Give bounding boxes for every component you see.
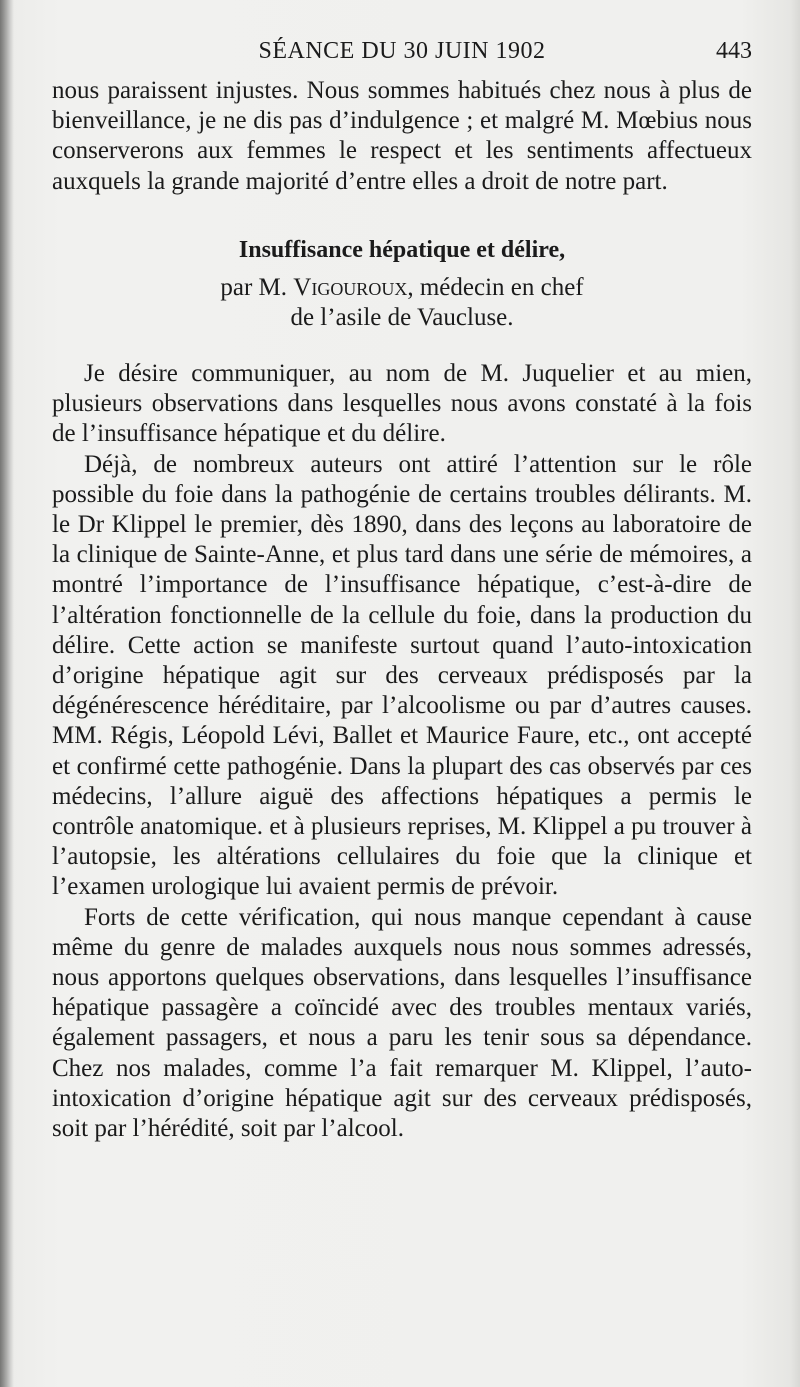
byline-suffix: , médecin en chef (407, 274, 584, 302)
article-byline (52, 273, 752, 333)
page-header (52, 38, 752, 72)
paragraph-continuation: nous paraissent injustes. Nous sommes habitués chez nous à plus de bienveillance, je ne dis pas d’indulgence ; et malgré M. Mœbius nous conserverons aux femmes le respect et les sentiments affectueux auxquels la grande majorité d’entre elles a droit de notre part. (52, 77, 752, 195)
byline-line-1 (52, 273, 752, 303)
page-number: 443 (716, 38, 752, 64)
article-title: Insuffisance hépatique et délire, (238, 236, 566, 263)
paragraph-3: Forts de cette vérification, qui nous manque cependant à cause même du genre de malades auxquels nous nous sommes adressés, nous apportons quelques observations, dans lesquelles l’insuffisance hépatique passagère a coïncidé avec des troubles mentaux variés, également passagers, et nous a paru les tenir sous sa dépendance. Chez nos malades, comme l’a fait remarquer M. Klippel, l’auto-intoxication d’origine hépatique agit sur des cerveaux prédisposés, soit par l’hérédité, soit par l’alcool. (52, 903, 752, 1143)
paragraph-1: Je désire communiquer, au nom de M. Juquelier et au mien, plusieurs observations dans lesquelles nous avons constaté à la fois de l’insuffisance hépatique et du délire. (52, 360, 752, 448)
running-head: SÉANCE DU 30 JUIN 1902 (258, 38, 546, 64)
paragraph-2: Déjà, de nombreux auteurs ont attiré l’attention sur le rôle possible du foie dans la pathogénie de certains troubles délirants. M. le Dr Klippel le premier, dès 1890, dans des leçons au laboratoire de la clinique de Sainte-Anne, et plus tard dans une série de mémoires, a montré l’importance de l’insuffisance hépatique, c’est-à-dire de l’altération fonctionnelle de la cellule du foie, dans la production du délire. Cette action se manifeste surtout quand l’auto-intoxication d’origine hépatique agit sur des cerveaux prédisposés par la dégénérescence héréditaire, par l’alcoolisme ou par d’autres causes. MM. Régis, Léopold Lévi, Ballet et Maurice Faure, etc., ont accepté et confirmé cette pathogénie. Dans la plupart des cas observés par ces médecins, l’allure aiguë des affections hépatiques a permis le contrôle anatomique. et à plusieurs reprises, M. Klippel a pu trouver à l’autopsie, les altérations cellulaires du foie que la clinique et l’examen urologique lui avaient permis de prévoir. (52, 450, 752, 901)
byline-affiliation: de l’asile de Vaucluse. (290, 304, 514, 332)
byline-prefix: par M. (220, 274, 288, 302)
page-body (52, 76, 752, 1144)
author-name: Vigouroux (293, 274, 408, 302)
